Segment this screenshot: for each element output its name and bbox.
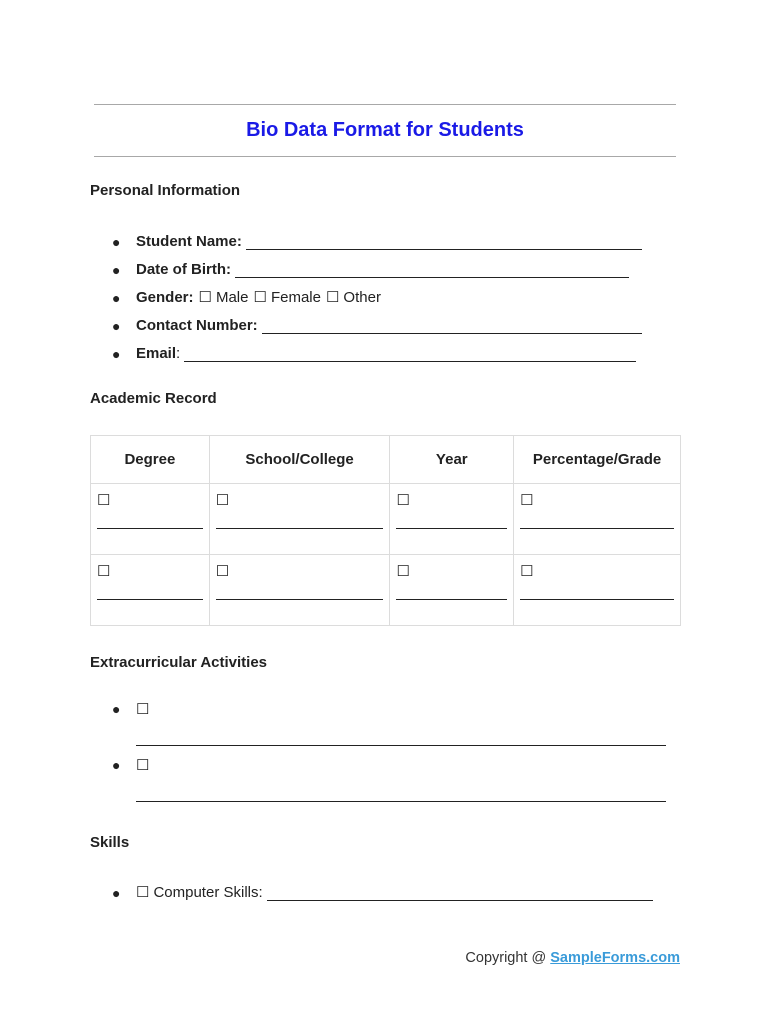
- school-line: [216, 599, 384, 600]
- female-option-label: Female: [270, 289, 321, 306]
- contact-field[interactable]: [262, 320, 642, 334]
- dob-row: [112, 256, 629, 278]
- checkbox-icon[interactable]: ☐: [520, 563, 534, 580]
- checkbox-icon[interactable]: ☐: [97, 492, 111, 509]
- percentage-line: [520, 599, 674, 600]
- copyright-footer: [465, 950, 680, 966]
- computer-skills-row: [112, 879, 653, 901]
- email-colon: :: [176, 345, 181, 362]
- checkbox-icon[interactable]: ☐: [396, 563, 410, 580]
- activity-2-field[interactable]: [136, 801, 666, 802]
- contact-label: Contact Number:: [136, 317, 258, 334]
- bullet-icon: ●: [112, 262, 121, 278]
- school-cell[interactable]: [209, 484, 390, 555]
- percentage-line: [520, 528, 674, 529]
- table-row: [91, 555, 681, 626]
- gender-label: Gender:: [136, 289, 194, 306]
- checkbox-icon[interactable]: ☐: [520, 492, 534, 509]
- percentage-cell[interactable]: [514, 555, 681, 626]
- degree-line: [97, 599, 203, 600]
- computer-skills-field[interactable]: [267, 887, 653, 901]
- column-header-year: Year: [390, 436, 514, 484]
- school-cell[interactable]: [209, 555, 390, 626]
- personal-info-heading: Personal Information: [90, 182, 241, 199]
- year-line: [396, 599, 507, 600]
- bullet-icon: ●: [112, 346, 121, 362]
- table-header-row: [91, 436, 681, 484]
- title-divider: [94, 156, 676, 157]
- academic-record-table: [90, 435, 681, 626]
- top-divider: [94, 104, 676, 105]
- checkbox-icon[interactable]: ☐: [396, 492, 410, 509]
- column-header-degree: Degree: [91, 436, 210, 484]
- male-option-label: Male: [215, 289, 249, 306]
- activity-item-1: [112, 700, 149, 718]
- checkbox-icon[interactable]: ☐: [136, 884, 150, 901]
- email-label: Email: [136, 345, 177, 362]
- dob-field[interactable]: [235, 264, 629, 278]
- gender-row: [112, 284, 381, 306]
- activity-1-field[interactable]: [136, 745, 666, 746]
- other-checkbox-icon[interactable]: ☐: [325, 289, 340, 306]
- computer-skills-label: Computer Skills:: [153, 884, 263, 901]
- year-cell[interactable]: [390, 484, 514, 555]
- contact-row: [112, 312, 642, 334]
- bullet-icon: ●: [112, 885, 121, 901]
- year-cell[interactable]: [390, 555, 514, 626]
- email-row: [112, 340, 636, 362]
- male-checkbox-icon[interactable]: ☐: [198, 289, 212, 306]
- other-option-label: Other: [343, 289, 381, 306]
- student-name-row: [112, 228, 642, 250]
- bullet-icon: ●: [112, 318, 121, 334]
- checkbox-icon[interactable]: ☐: [215, 563, 230, 580]
- column-header-school: School/College: [209, 436, 390, 484]
- dob-label: Date of Birth:: [136, 261, 231, 278]
- copyright-prefix: Copyright @: [465, 950, 551, 966]
- checkbox-icon[interactable]: ☐: [136, 757, 150, 774]
- brand-link[interactable]: SampleForms.com: [550, 950, 680, 966]
- checkbox-icon[interactable]: ☐: [97, 563, 111, 580]
- percentage-cell[interactable]: [514, 484, 681, 555]
- table-row: [91, 484, 681, 555]
- bullet-icon: ●: [112, 290, 121, 306]
- degree-cell[interactable]: [91, 555, 210, 626]
- column-header-percentage: Percentage/Grade: [514, 436, 681, 484]
- checkbox-icon[interactable]: ☐: [136, 701, 150, 718]
- degree-cell[interactable]: [91, 484, 210, 555]
- student-name-field[interactable]: [246, 236, 642, 250]
- student-name-label: Student Name:: [136, 233, 242, 250]
- email-field[interactable]: [184, 348, 636, 362]
- school-line: [216, 528, 384, 529]
- extracurricular-heading: Extracurricular Activities: [90, 654, 268, 671]
- academic-record-heading: Academic Record: [90, 390, 217, 407]
- bullet-icon: ●: [112, 234, 121, 250]
- female-checkbox-icon[interactable]: ☐: [253, 289, 267, 306]
- bullet-icon: ●: [112, 757, 121, 773]
- degree-line: [97, 528, 203, 529]
- checkbox-icon[interactable]: ☐: [215, 492, 230, 509]
- page-title: Bio Data Format for Students: [246, 119, 524, 141]
- year-line: [396, 528, 507, 529]
- activity-item-2: [112, 756, 149, 774]
- bullet-icon: ●: [112, 701, 121, 717]
- skills-heading: Skills: [90, 834, 130, 851]
